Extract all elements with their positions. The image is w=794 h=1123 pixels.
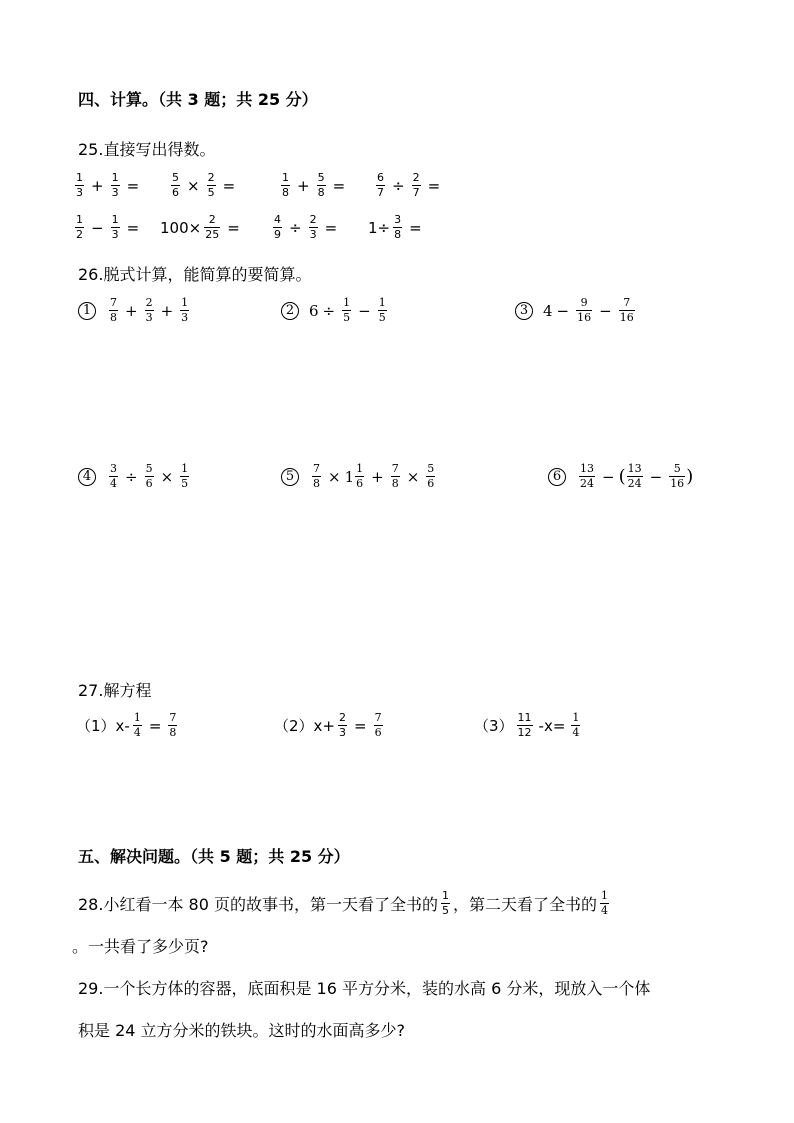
item-number-badge: 4 <box>78 468 96 486</box>
fraction-denominator: 8 <box>169 726 177 739</box>
operator: − <box>599 301 612 320</box>
fraction-numerator: 1 <box>111 171 119 184</box>
fraction-numerator: 2 <box>339 711 346 724</box>
fraction <box>619 297 635 324</box>
fraction-numerator: 2 <box>412 171 420 184</box>
fraction <box>600 890 609 917</box>
fraction-denominator: 12 <box>517 726 532 739</box>
fraction-numerator: 13 <box>580 462 594 475</box>
item-number-badge: 5 <box>281 468 299 486</box>
fraction-numerator: 2 <box>207 171 215 184</box>
fraction-numerator: 5 <box>427 462 435 475</box>
operator: − <box>649 467 663 486</box>
fraction-denominator: 16 <box>577 311 592 324</box>
fraction-denominator: 5 <box>378 311 386 324</box>
fraction-denominator: 9 <box>274 228 281 241</box>
fraction-denominator: 7 <box>412 186 420 199</box>
q25-title: 25.直接写出得数。 <box>78 140 216 159</box>
fraction <box>342 297 351 324</box>
q26-item-2: 2 6 ÷ $\frac{1}{5}$ − $\frac{1}{5}$ <box>281 297 390 324</box>
fraction-denominator: 4 <box>601 904 608 917</box>
fraction-denominator: 6 <box>172 186 179 199</box>
fraction <box>391 463 400 490</box>
q27-title: 27.解方程 <box>78 681 152 700</box>
parenthesis: ( <box>618 466 626 487</box>
fraction-denominator: 3 <box>309 228 317 241</box>
fraction-denominator: 5 <box>343 311 351 324</box>
fraction <box>579 463 595 490</box>
item-number-badge: 6 <box>548 468 566 486</box>
fraction <box>374 712 383 739</box>
fraction-numerator: 2 <box>309 213 317 226</box>
fraction-numerator: 6 <box>377 171 384 184</box>
operator: × <box>328 467 341 486</box>
fraction <box>75 214 84 241</box>
fraction-numerator: 2 <box>208 213 216 226</box>
fraction-numerator: 5 <box>172 171 179 184</box>
fraction <box>111 172 120 199</box>
q25-r1-item1 <box>72 172 143 199</box>
fraction-denominator: 16 <box>619 311 634 324</box>
q26-item-3: 3 4 − $\frac{9}{16}$ − $\frac{7}{16}$ <box>515 297 638 324</box>
operator: = <box>227 218 240 237</box>
q25-r1-item3 <box>278 172 349 199</box>
operator: = <box>409 218 422 237</box>
fraction-numerator: 1 <box>441 889 449 902</box>
fraction-denominator: 4 <box>110 477 117 490</box>
fraction-numerator: 1 <box>356 462 364 475</box>
fraction-denominator: 3 <box>181 311 189 324</box>
q25-r2-item4: 1÷ $\frac{3}{8}$ = <box>368 213 422 241</box>
fraction-numerator: 1 <box>343 296 351 309</box>
q29-line1: 29.一个长方体的容器，底面积是 16 平方分米，装的水高 6 分米，现放入一个体 <box>78 979 651 998</box>
operator: + <box>297 176 310 195</box>
fraction-numerator: 1 <box>181 296 189 309</box>
fraction-numerator: 7 <box>313 462 320 475</box>
fraction-denominator: 8 <box>282 186 289 199</box>
fraction <box>145 463 154 490</box>
fraction-denominator: 24 <box>580 477 594 490</box>
fraction-numerator: 4 <box>274 213 281 226</box>
operator: × <box>406 467 420 486</box>
operator: + <box>371 467 384 486</box>
fraction-denominator: 3 <box>111 228 119 241</box>
fraction-denominator: 3 <box>111 186 119 199</box>
fraction <box>312 463 321 490</box>
fraction <box>576 297 592 324</box>
fraction <box>441 890 450 917</box>
fraction-denominator: 16 <box>670 477 685 490</box>
fraction-denominator: 4 <box>133 726 141 739</box>
operator: × <box>187 176 200 195</box>
fraction <box>168 712 177 739</box>
fraction <box>627 463 643 490</box>
fraction <box>109 297 118 324</box>
fraction <box>180 297 189 324</box>
fraction <box>171 172 180 199</box>
fraction-numerator: 5 <box>673 462 681 475</box>
fraction-numerator: 1 <box>282 171 289 184</box>
item-number-badge: 1 <box>78 302 96 320</box>
fraction <box>133 712 142 739</box>
operator: = <box>332 176 346 195</box>
fraction <box>180 463 189 490</box>
q27-eq2: （2）x+ $\frac{2}{3}$ = $\frac{7}{6}$ <box>274 711 382 739</box>
fraction <box>204 214 220 241</box>
fraction-numerator: 1 <box>181 462 189 475</box>
fraction-numerator: 5 <box>317 171 325 184</box>
operator: + <box>91 176 104 195</box>
q26-title: 26.脱式计算，能简算的要简算。 <box>78 265 312 284</box>
fraction-denominator: 8 <box>313 477 320 490</box>
fraction <box>309 214 318 241</box>
fraction-denominator: 25 <box>205 228 220 241</box>
fraction <box>517 712 533 739</box>
fraction-numerator: 9 <box>580 296 588 309</box>
fraction <box>109 463 118 490</box>
fraction-numerator: 1 <box>378 296 386 309</box>
fraction <box>111 214 120 241</box>
fraction <box>355 463 364 490</box>
fraction <box>75 172 84 199</box>
fraction-denominator: 8 <box>391 477 399 490</box>
fraction-numerator: 7 <box>110 296 117 309</box>
fraction-numerator: 1 <box>572 711 580 724</box>
operator: ÷ <box>392 176 405 195</box>
operator: + <box>160 301 174 320</box>
fraction-numerator: 1 <box>76 171 83 184</box>
fraction <box>273 214 282 241</box>
operator: = <box>354 716 367 735</box>
operator: = <box>148 716 162 735</box>
fraction-denominator: 7 <box>377 186 384 199</box>
fraction <box>281 172 290 199</box>
fraction-denominator: 6 <box>374 726 382 739</box>
operator: − <box>91 218 104 237</box>
q26-item-4 <box>78 463 192 490</box>
fraction-numerator: 7 <box>169 711 177 724</box>
fraction-denominator: 2 <box>76 228 83 241</box>
q27-eq3: （3） $\frac{11}{12}$ -x= $\frac{1}{4}$ <box>474 711 580 739</box>
operator: − <box>358 301 371 320</box>
operator: = <box>126 176 140 195</box>
fraction-denominator: 6 <box>145 477 153 490</box>
operator: + <box>125 301 138 320</box>
fraction-denominator: 5 <box>181 477 189 490</box>
operator: = <box>427 176 441 195</box>
fraction-denominator: 5 <box>207 186 215 199</box>
fraction <box>393 214 402 241</box>
fraction-numerator: 1 <box>111 213 119 226</box>
operator: × <box>160 467 174 486</box>
q25-r1-item4 <box>373 172 444 199</box>
operator: = <box>324 218 338 237</box>
q28-line2: 。一共看了多少页? <box>72 937 209 956</box>
q26-item-5 <box>281 463 438 490</box>
item-number-badge: 2 <box>281 302 299 320</box>
operator: = <box>222 176 236 195</box>
fraction-numerator: 7 <box>623 296 631 309</box>
q27-eq1: （1）x- $\frac{1}{4}$ = $\frac{7}{8}$ <box>76 711 177 739</box>
fraction-denominator: 3 <box>145 311 153 324</box>
fraction <box>412 172 421 199</box>
operator: ÷ <box>322 301 336 320</box>
fraction-numerator: 1 <box>133 711 141 724</box>
q28-line1: 28.小红看一本 80 页的故事书，第一天看了全书的 $\frac{1}{5}$ ，第二天看了全书的 $\frac{1}{4}$ <box>78 889 608 917</box>
fraction-numerator: 1 <box>76 213 83 226</box>
fraction <box>145 297 154 324</box>
fraction <box>669 463 685 490</box>
fraction <box>207 172 216 199</box>
fraction-numerator: 1 <box>601 889 608 902</box>
parenthesis: ) <box>686 466 694 487</box>
fraction-denominator: 6 <box>356 477 364 490</box>
fraction <box>317 172 326 199</box>
fraction-denominator: 8 <box>317 186 325 199</box>
fraction-denominator: 24 <box>627 477 642 490</box>
section-5-title: 五、解决问题。（共 5 题；共 25 分） <box>78 847 350 866</box>
fraction-denominator: 5 <box>441 904 449 917</box>
q25-r2-item1 <box>72 214 143 241</box>
operator: ÷ <box>289 218 302 237</box>
fraction-denominator: 4 <box>572 726 580 739</box>
fraction <box>426 463 435 490</box>
section-4-title: 四、计算。（共 3 题；共 25 分） <box>78 90 318 109</box>
fraction-denominator: 3 <box>339 726 346 739</box>
q25-r2-item3 <box>270 214 341 241</box>
operator: ÷ <box>125 467 138 486</box>
fraction <box>338 712 347 739</box>
fraction-numerator: 7 <box>374 711 382 724</box>
fraction-numerator: 2 <box>145 296 153 309</box>
fraction-denominator: 8 <box>110 311 117 324</box>
q29-line2: 积是 24 立方分米的铁块。这时的水面高多少? <box>78 1021 406 1040</box>
fraction-numerator: 5 <box>145 462 153 475</box>
q26-item-1 <box>78 297 192 324</box>
mixed-number: 1 $\frac{1}{6}$ <box>344 462 364 490</box>
fraction-numerator: 11 <box>517 711 532 724</box>
fraction-denominator: 6 <box>427 477 435 490</box>
fraction <box>571 712 580 739</box>
q25-r2-item2: 100× $\frac{2}{25}$ = <box>160 213 240 241</box>
q25-r1-item2 <box>168 172 239 199</box>
operator: − <box>556 301 570 320</box>
fraction <box>376 172 385 199</box>
fraction-numerator: 3 <box>110 462 117 475</box>
operator: − <box>602 467 615 486</box>
fraction-denominator: 3 <box>76 186 83 199</box>
fraction <box>378 297 387 324</box>
fraction-numerator: 7 <box>391 462 399 475</box>
operator: = <box>126 218 140 237</box>
item-number-badge: 3 <box>515 302 533 320</box>
fraction-numerator: 13 <box>627 462 642 475</box>
q26-item-6 <box>548 463 693 490</box>
fraction-numerator: 3 <box>394 213 402 226</box>
fraction-denominator: 8 <box>394 228 402 241</box>
